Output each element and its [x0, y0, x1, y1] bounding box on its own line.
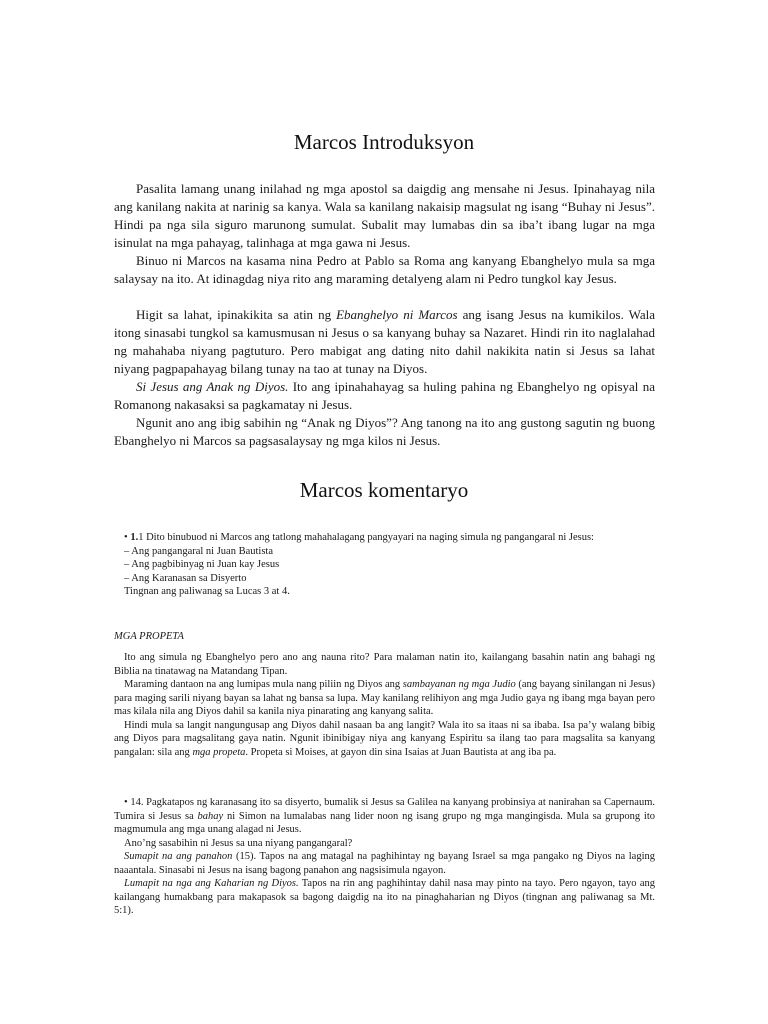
entry-1-text: • 1.1 Dito binubuod ni Marcos ang tatlong mahahalagang pangyayari na naging simula ng pangangaral ni Jesus: — [124, 532, 594, 543]
intro-paragraph-2: Binuo ni Marcos na kasama nina Pedro at Pablo sa Roma ang kanyang Ebanghelyo mula sa mga salaysay na ito. At idinagdag niya rito ang maraming detalyeng alam ni Pedro tungkol kay Jesus. — [114, 253, 655, 286]
propeta-paragraph-2: Maraming dantaon na ang lumipas mula nang piliin ng Diyos ang sambayanan ng mga Judio (ang bayang sinilangan ni Jesus) para maging sarili niyang bayan sa lahat ng bansa sa lupa. May kanilang relihiyon ang mga Judio gaya ng ibang mga bayan pero mas kilala nila ang Diyos dahil sa kanila niya pinarating ang kanyang salita. — [114, 679, 655, 717]
intro-paragraph-4: Si Jesus ang Anak ng Diyos. Ito ang ipinahahayag sa huling pahina ng Ebanghelyo ng opisyal na Romanong nakasaksi sa pagkamatay ni Jesus. — [114, 379, 655, 412]
propeta-paragraph-3: Hindi mula sa langit nangungusap ang Diyos dahil nasaan ba ang langit? Wala ito sa itaas ni sa ibaba. Isa pa’y walang bibig ang Diyos para magsalitang gaya natin. Ngunit ibinibigay niya ang kanyang Espiritu sa ilang tao para magsalita sa kanyang pangalan: sila ang mga propeta. Propeta si Moises, at gayon din sina Isaias at Juan Bautista at ang iba pa. — [114, 719, 655, 758]
section-subheading: MGA PROPETA — [114, 631, 184, 642]
entry-14-question: Ano’ng sasabihin ni Jesus sa una niyang pangangaral? — [124, 837, 353, 849]
entry-14-paragraph-3: Lumapit na nga ang Kaharian ng Diyos. Tapos na rin ang paghihintay dahil nasa may pinto na tayo. Pero ngayon, tayo ang kailangang humakbang para makapasok sa bagong daigdig na ito na pinaghaharian ng Diyos (tingnan ang paliwanag sa Mt. 5:1). — [114, 878, 655, 916]
intro-title: Marcos Introduksyon — [293, 130, 475, 154]
list-item: – Ang pagbibinyag ni Juan kay Jesus — [124, 559, 280, 570]
intro-paragraph-3: Higit sa lahat, ipinakikita sa atin ng Ebanghelyo ni Marcos ang isang Jesus na kumikilos. Wala itong sinasabi tungkol sa kamusmusan ni Jesus o sa kanyang buhay sa Nazaret. Hindi rin ito naglalahad ng mahahaba niyang pagtuturo. Pero mabigat ang dating nito dahil nakikita natin si Jesus sa lahat niyang pagpapahayag bilang tunay na tao at tunay na Diyos. — [114, 307, 655, 376]
commentary-entry-14 — [114, 796, 655, 918]
propeta-section — [114, 651, 655, 759]
commentary-entry-1 — [114, 531, 655, 599]
list-item: – Ang Karanasan sa Disyerto — [124, 572, 247, 584]
entry-14-paragraph: • 14. Pagkatapos ng karanasang ito sa disyerto, bumalik si Jesus sa Galilea na kanyang probinsiya at nanirahan sa Capernaum. Tumira si Jesus sa bahay ni Simon na lumalabas nang lider noon ng isang grupo ng mga mangingisda. Mula sa grupong ito magmumula ang mga unang alagad ni Jesus. — [114, 797, 655, 835]
entry-14-paragraph-2: Sumapit na ang panahon (15). Tapos na ang matagal na paghihintay ng bayang Israel sa mga pangako ng Diyos na laging naaantala. Sinasabi ni Jesus na isang bagong panahon ang nagsisimula ngayon. — [114, 851, 656, 876]
intro-paragraph-5: Ngunit ano ang ibig sabihin ng “Anak ng Diyos”? Ang tanong na ito ang gustong sagutin ng buong Ebanghelyo ni Marcos sa pagsasalaysay ng mga kilos ni Jesus. — [114, 415, 655, 448]
list-item: – Ang pangangaral ni Juan Bautista — [124, 545, 274, 557]
commentary-title: Marcos komentaryo — [299, 478, 469, 502]
intro-paragraph-1: Pasalita lamang unang inilahad ng mga apostol sa daigdig ang mensahe ni Jesus. Ipinahayag nila ang kanilang nakita at narinig sa kanya. Wala sa kanilang nakaisip magsulat ng isang “Buhay ni Jesus”. Hindi pa nga sila siguro marunong sumulat. Subalit may lumabas din sa iba’t ibang lugar na mga isinulat na mga pahayag, talinhaga at mga gawa ni Jesus. — [114, 181, 655, 250]
propeta-paragraph-1: Ito ang simula ng Ebanghelyo pero ano ang nauna rito? Para malaman natin ito, kailangang basahin natin ang bahagi ng Biblia na tinatawag na Matandang Tipan. — [114, 652, 655, 677]
entry-1-note: Tingnan ang paliwanag sa Lucas 3 at 4. — [124, 586, 290, 597]
